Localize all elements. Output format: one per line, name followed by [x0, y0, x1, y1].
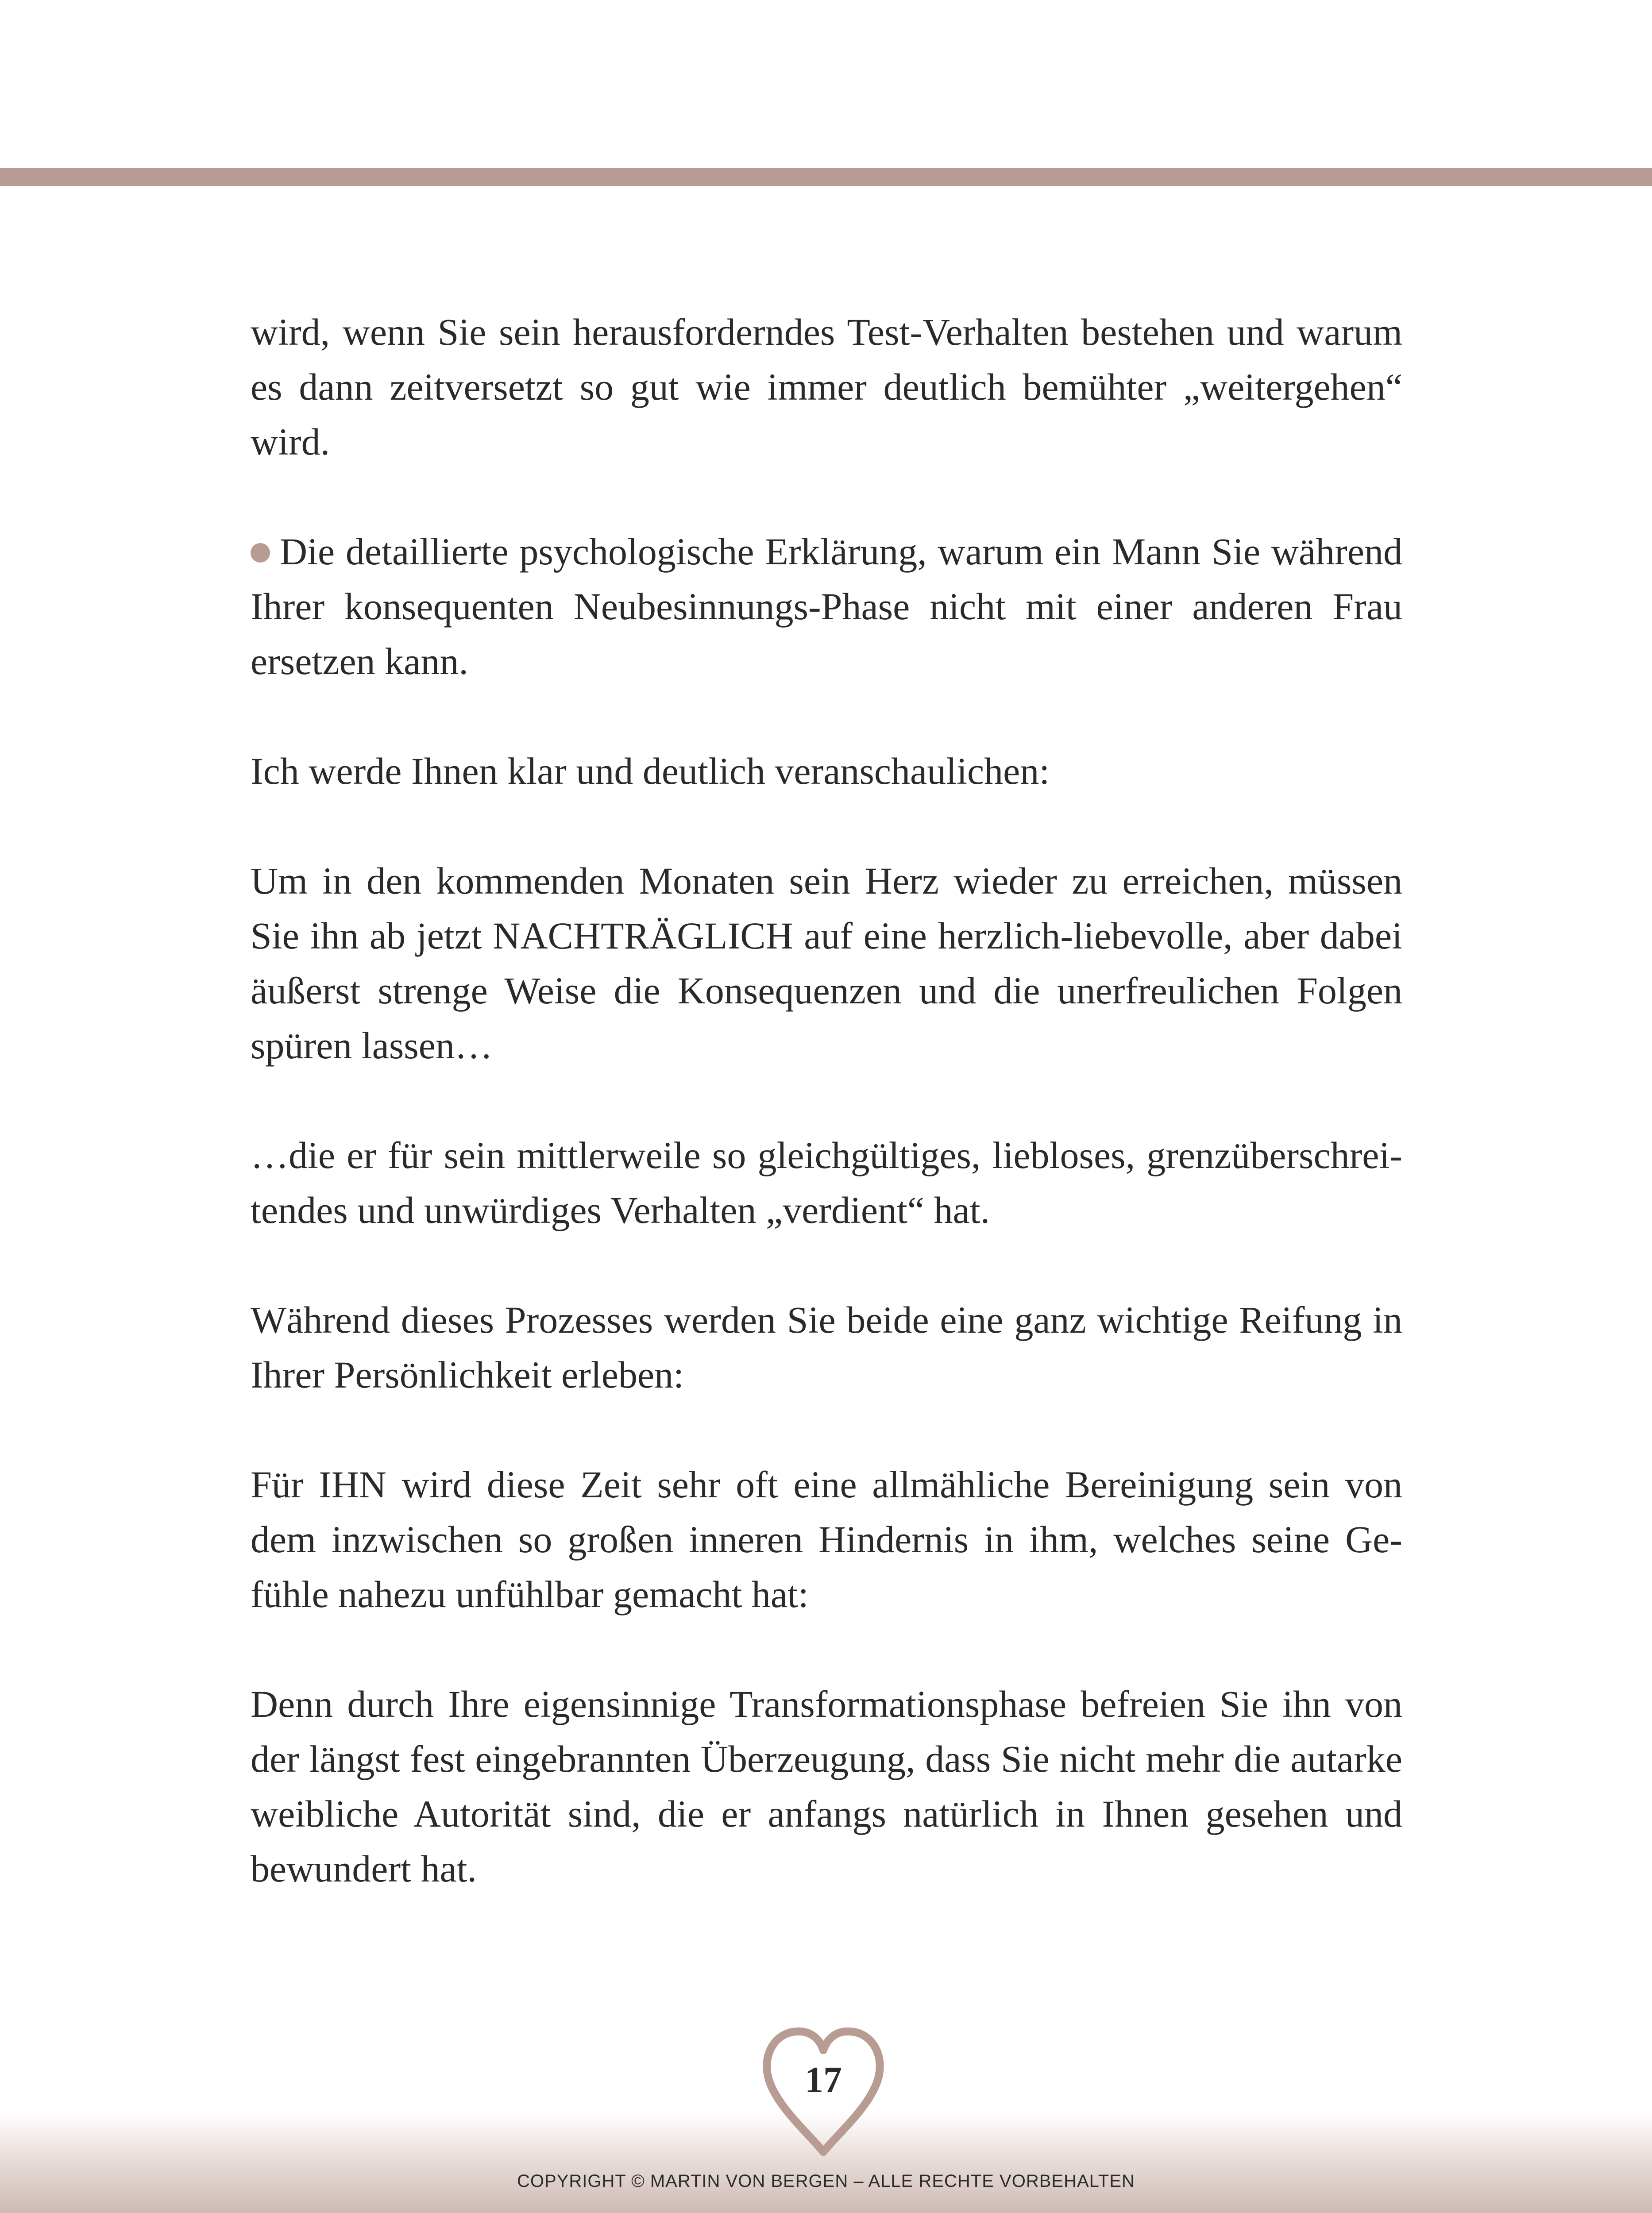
paragraph: Für IHN wird diese Zeit sehr oft eine allmähliche Bereinigung sein von dem inzwischen so großen inneren Hindernis in ihm, welches seine Gefühle nahezu unfühlbar gemacht hat: [251, 1463, 1402, 1615]
bullet-item-text: Die detaillierte psychologische Erklärung, warum ein Mann Sie während Ihrer konsequenten Neubesinnungs-Phase nicht mit einer anderen Frau ersetzen kann. [251, 530, 1402, 682]
paragraph: wird, wenn Sie sein herausforderndes Test-Verhalten bestehen und warum es dann zeitversetzt so gut wie immer deutlich bemühter „weitergehen“ wird. [251, 311, 1402, 463]
paragraph: …die er für sein mittlerweile so gleichgültiges, liebloses, grenzüberschreitendes und unwürdiges Verhalten „verdient“ hat. [251, 1134, 1402, 1231]
paragraph: Denn durch Ihre eigensinnige Transformationsphase befreien Sie ihn von der längst fest eingebrannten Überzeugung, dass Sie nicht mehr die autarke weibliche Autorität sind, die er anfangs natürlich in Ihnen gesehen und bewundert hat. [251, 1683, 1402, 1890]
paragraph: Ich werde Ihnen klar und deutlich veranschaulichen: [251, 750, 1050, 792]
paragraph: Um in den kommenden Monaten sein Herz wieder zu erreichen, müssen Sie ihn ab jetzt NACHTRÄGLICH auf eine herzlich-liebevolle, aber dabei äußerst strenge Weise die Konsequenzen und die unerfreulichen Folgen spüren lassen… [251, 860, 1402, 1067]
top-divider-bar [0, 168, 1652, 186]
bullet-dot-icon [251, 543, 270, 563]
copyright-notice: COPYRIGHT © MARTIN VON BERGEN – ALLE RECHTE VORBEHALTEN [517, 2171, 1135, 2191]
bullet-item [251, 524, 1402, 689]
page-number: 17 [805, 2059, 842, 2101]
paragraph: Während dieses Prozesses werden Sie beide eine ganz wichtige Reifung in Ihrer Persönlichkeit erleben: [251, 1299, 1402, 1396]
body-text [251, 305, 1402, 1896]
